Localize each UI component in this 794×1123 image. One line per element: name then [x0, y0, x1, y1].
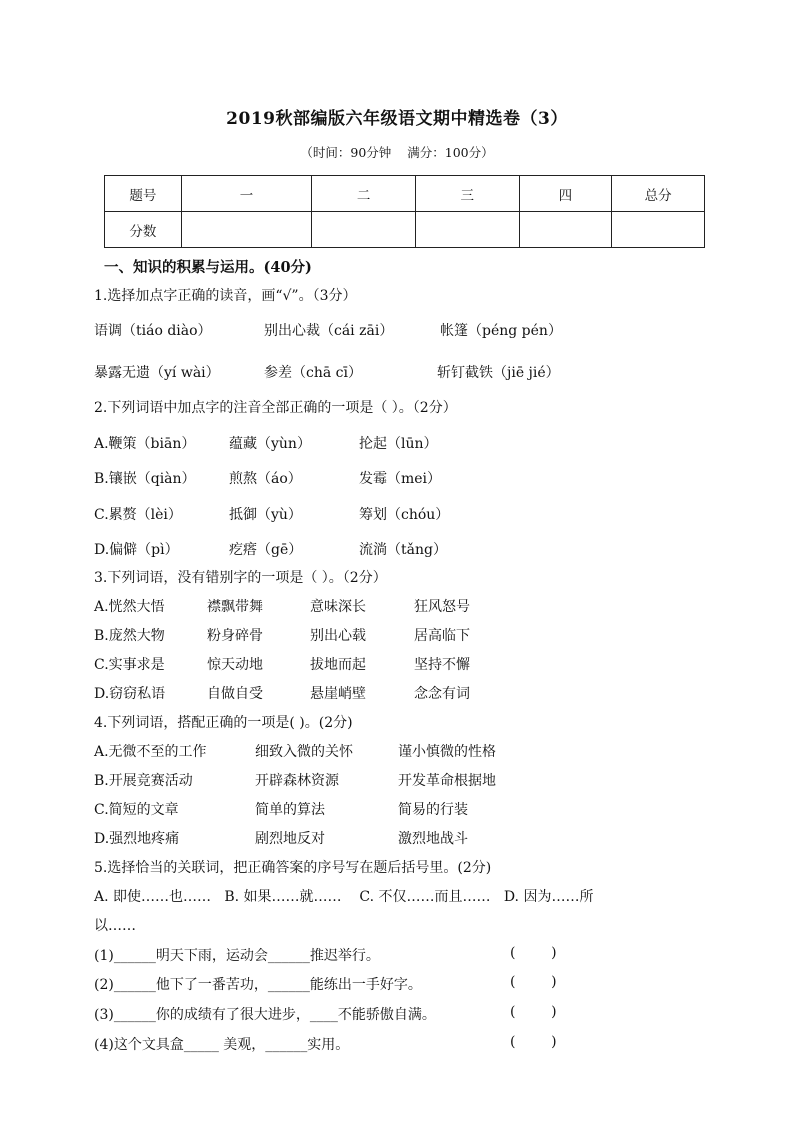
- q1-item: 别出心裁（cái zāi）: [264, 323, 394, 339]
- score-row-label: 分数: [105, 212, 182, 248]
- q3-word: 拔地而起: [310, 657, 366, 673]
- q2-word: A.鞭策（biān）: [94, 436, 196, 452]
- q3-word: C.实事求是: [94, 657, 165, 673]
- score-input-cell[interactable]: [415, 212, 519, 248]
- q4-phrase: 简易的行装: [398, 802, 468, 818]
- q2-word: 发霉（mei）: [359, 471, 442, 487]
- q2-word: 筹划（chóu）: [359, 507, 450, 523]
- q1-item: 斩钉截铁（jiē jié）: [437, 365, 560, 381]
- q3-word: A.恍然大悟: [94, 599, 165, 615]
- q4-phrase: A.无微不至的工作: [94, 744, 207, 760]
- answer-blank[interactable]: ( ): [510, 945, 557, 961]
- q4-phrase: 简单的算法: [255, 802, 325, 818]
- q3-word: 襟飘带舞: [207, 599, 263, 615]
- score-table-header-row: [105, 176, 705, 212]
- q2-word: 抡起（lūn）: [359, 436, 438, 452]
- q4-phrase: 激烈地战斗: [398, 831, 468, 847]
- q2-word: 抵御（yù）: [229, 507, 302, 523]
- q2-word: 煎熬（áo）: [229, 471, 302, 487]
- score-input-cell[interactable]: [181, 212, 312, 248]
- score-table: [104, 175, 705, 248]
- q5-sentence: (2)______他下了一番苦功，______能练出一手好字。: [94, 977, 422, 993]
- q4-phrase: B.开展竞赛活动: [94, 773, 193, 789]
- q3-word: 悬崖峭壁: [310, 686, 366, 702]
- answer-blank[interactable]: ( ): [510, 1004, 557, 1020]
- q3-word: D.窃窃私语: [94, 686, 166, 702]
- q2-word: 蕴藏（yùn）: [229, 436, 311, 452]
- q2-word: 疙瘩（gē）: [229, 542, 303, 558]
- score-input-cell[interactable]: [519, 212, 612, 248]
- q3-word: 意味深长: [310, 599, 366, 615]
- q1-item: 语调（tiáo diào）: [94, 323, 212, 339]
- q3-word: 狂风怒号: [414, 599, 470, 615]
- score-header-cell: 二: [312, 176, 416, 212]
- score-header-cell: 总分: [612, 176, 705, 212]
- q5-sentence: (4)这个文具盒_____ 美观，______实用。: [94, 1037, 350, 1053]
- q4-phrase: 细致入微的关怀: [255, 744, 353, 760]
- score-header-cell: 一: [181, 176, 312, 212]
- q4-stem: 4.下列词语，搭配正确的一项是( )。(2分): [94, 715, 353, 731]
- q5-stem: 5.选择恰当的关联词，把正确答案的序号写在题后括号里。(2分): [94, 860, 492, 876]
- exam-time: （时间：90分钟: [300, 145, 392, 160]
- q4-phrase: D.强烈地疼痛: [94, 831, 180, 847]
- exam-subtitle: [0, 143, 794, 161]
- exam-title: 2019秋部编版六年级语文期中精选卷（3）: [226, 109, 568, 129]
- q3-word: 念念有词: [414, 686, 470, 702]
- score-input-cell[interactable]: [312, 212, 416, 248]
- q5-sentence: (1)______明天下雨，运动会______推迟举行。: [94, 948, 380, 964]
- q2-word: B.镶嵌（qiàn）: [94, 471, 196, 487]
- q3-word: 别出心载: [310, 628, 366, 644]
- q1-item: 帐篷（péng pén）: [440, 323, 562, 339]
- q3-word: 居高临下: [414, 628, 470, 644]
- q4-phrase: C.简短的文章: [94, 802, 179, 818]
- q1-item: 参差（chā cī）: [264, 365, 362, 381]
- q4-phrase: 开辟森林资源: [255, 773, 339, 789]
- q2-word: C.累赘（lèi）: [94, 507, 182, 523]
- score-table-value-row: [105, 212, 705, 248]
- q4-phrase: 剧烈地反对: [255, 831, 325, 847]
- exam-full-score: 满分：100分）: [407, 145, 494, 160]
- q2-word: D.偏僻（pì）: [94, 542, 179, 558]
- answer-blank[interactable]: ( ): [510, 1034, 557, 1050]
- q3-word: 自做自受: [207, 686, 263, 702]
- q3-word: 坚持不懈: [414, 657, 470, 673]
- q1-stem: 1.选择加点字正确的读音，画“√”。（3分）: [94, 288, 357, 304]
- q5-choices: A. 即使……也…… B. 如果……就…… C. 不仅……而且…… D. 因为……所: [94, 889, 594, 905]
- score-header-cell: 四: [519, 176, 612, 212]
- q1-item: 暴露无遗（yí wài）: [94, 365, 220, 381]
- score-header-cell: 题号: [105, 176, 182, 212]
- q5-choices-cont: 以……: [94, 918, 136, 934]
- answer-blank[interactable]: ( ): [510, 974, 557, 990]
- q3-word: 惊天动地: [207, 657, 263, 673]
- q2-stem: 2.下列词语中加点字的注音全部正确的一项是（ ）。（2分）: [94, 400, 457, 416]
- section1-title: 一、知识的积累与运用。(40分): [104, 259, 312, 276]
- score-header-cell: 三: [415, 176, 519, 212]
- q4-phrase: 开发革命根据地: [398, 773, 496, 789]
- q3-stem: 3.下列词语，没有错别字的一项是（ ）。（2分）: [94, 570, 387, 586]
- q3-word: B.庞然大物: [94, 628, 165, 644]
- q2-word: 流淌（tǎng）: [359, 542, 447, 558]
- q4-phrase: 谨小慎微的性格: [398, 744, 496, 760]
- score-input-cell[interactable]: [612, 212, 705, 248]
- q5-sentence: (3)______你的成绩有了很大进步，____不能骄傲自满。: [94, 1007, 436, 1023]
- q3-word: 粉身碎骨: [207, 628, 263, 644]
